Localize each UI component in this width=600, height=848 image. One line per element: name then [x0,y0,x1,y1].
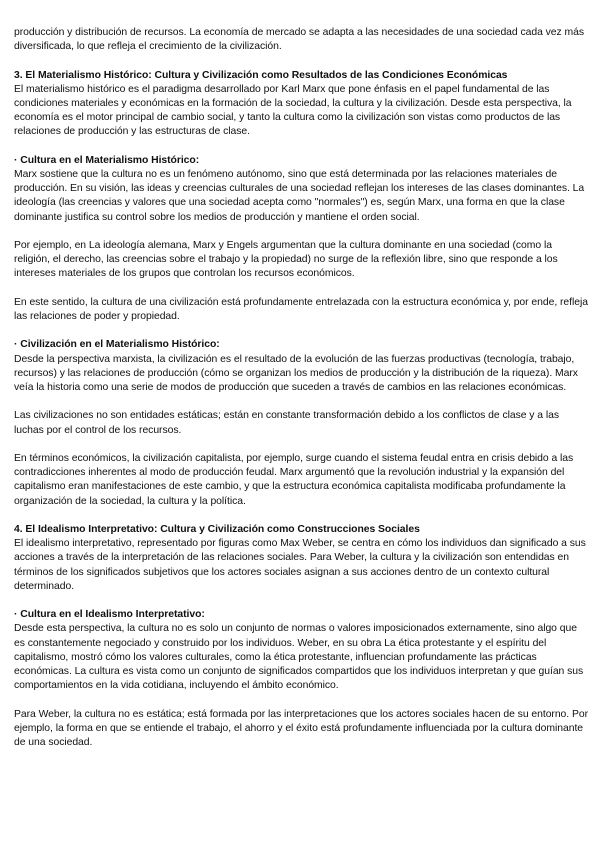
paragraph-cultura-negociada: Desde esta perspectiva, la cultura no es solo un conjunto de normas o valores imposicionados externamente, sino algo que es constantemente negociado y construido por los individuos. Weber, en su obra La ética protestante y el espíritu del capitalismo, mostró cómo los valores culturales, como la ética protestante, influencian profundamente las prácticas económicas. La cultura es vista como un conjunto de significados compartidos que los individuos interpretan y que guían sus comportamientos en la vida cotidiana, incluyendo el ámbito económico. [14,623,584,692]
subheading-cultura-materialismo: · Cultura en el Materialismo Histórico: [14,154,200,166]
paragraph-civilizacion-capitalista: En términos económicos, la civilización capitalista, por ejemplo, surge cuando el sistema feudal entra en crisis debido a las contradicciones inherentes al modo de producción feudal. Marx argumentó que la revolución industrial y la expansión del capitalismo eran manifestaciones de este cambio, y que la estructura económica capitalista modificaba profundamente la organización de la sociedad, la cultura y la política. [14,452,574,507]
paragraph-perspectiva-marxista: Desde la perspectiva marxista, la civilización es el resultado de la evolución de las fuerzas productivas (tecnología, trabajo, recursos) y las relaciones de producción (cómo se organizan los medios de producción y la distribución de la riqueza). Marx veía la historia como una serie de modos de producción que suceden a través de cambios en las relaciones económicas. [14,353,578,393]
section-heading-idealismo: 4. El Idealismo Interpretativo: Cultura y Civilización como Construcciones Sociales [14,523,420,535]
paragraph-materialismo-intro: El materialismo histórico es el paradigma desarrollado por Karl Marx que pone énfasis en el papel fundamental de las condiciones materiales y económicas en la formación de la sociedad, la cultura y la civilización. Desde esta perspectiva, la economía es el motor principal de cambio social, y tanto la cultura como la civilización son vistas como productos de las relaciones de producción y las estructuras de clase. [14,83,572,138]
paragraph-idealismo-intro: El idealismo interpretativo, representado por figuras como Max Weber, se centra en cómo los individuos dan significado a sus acciones a través de la interpretación de las relaciones sociales. Para Weber, la cultura y la civilización son entendidas en términos de los significados subjetivos que los actores sociales asignan a sus acciones dentro de un contexto cultural determinado. [14,538,586,592]
section-heading-materialismo: 3. El Materialismo Histórico: Cultura y Civilización como Resultados de las Condiciones Económicas [14,69,508,81]
paragraph-market-economy: producción y distribución de recursos. La economía de mercado se adapta a las necesidades de una sociedad cada vez más diversificada, lo que refleja el crecimiento de la civilización. [14,27,584,53]
document-page [14,26,588,764]
subheading-cultura-idealismo: · Cultura en el Idealismo Interpretativo: [14,609,205,621]
paragraph-marx-cultura: Marx sostiene que la cultura no es un fenómeno autónomo, sino que está determinada por las relaciones materiales de producción. En su visión, las ideas y creencias culturales de una sociedad reflejan los intereses de las clases dominantes. La ideología (las creencias y valores que una sociedad acepta como "normales") es, según Marx, una forma en que la clase dominante justifica su control sobre los medios de producción y mantiene el orden social. [14,169,585,223]
paragraph-ideologia-alemana: Por ejemplo, en La ideología alemana, Marx y Engels argumentan que la cultura dominante en una sociedad (como la religión, el derecho, las creencias sobre el trabajo y la propiedad) no surge de la reflexión libre, sino que responde a los intereses materiales de los grupos que controlan los recursos económicos. [14,240,558,280]
subheading-civilizacion-materialismo: · Civilización en el Materialismo Histórico: [14,339,220,351]
paragraph-civilizaciones-estaticas: Las civilizaciones no son entidades estáticas; están en constante transformación debido a los conflictos de clase y a las luchas por el control de los recursos. [14,410,559,436]
paragraph-cultura-entrelazada: En este sentido, la cultura de una civilización está profundamente entrelazada con la estructura económica y, por ende, refleja las relaciones de poder y propiedad. [14,296,588,322]
paragraph-weber-cultura: Para Weber, la cultura no es estática; está formada por las interpretaciones que los actores sociales hacen de su entorno. Por ejemplo, la forma en que se entiende el trabajo, el ahorro y el éxito está profundamente influenciada por la cultura dominante de una sociedad. [14,708,588,748]
